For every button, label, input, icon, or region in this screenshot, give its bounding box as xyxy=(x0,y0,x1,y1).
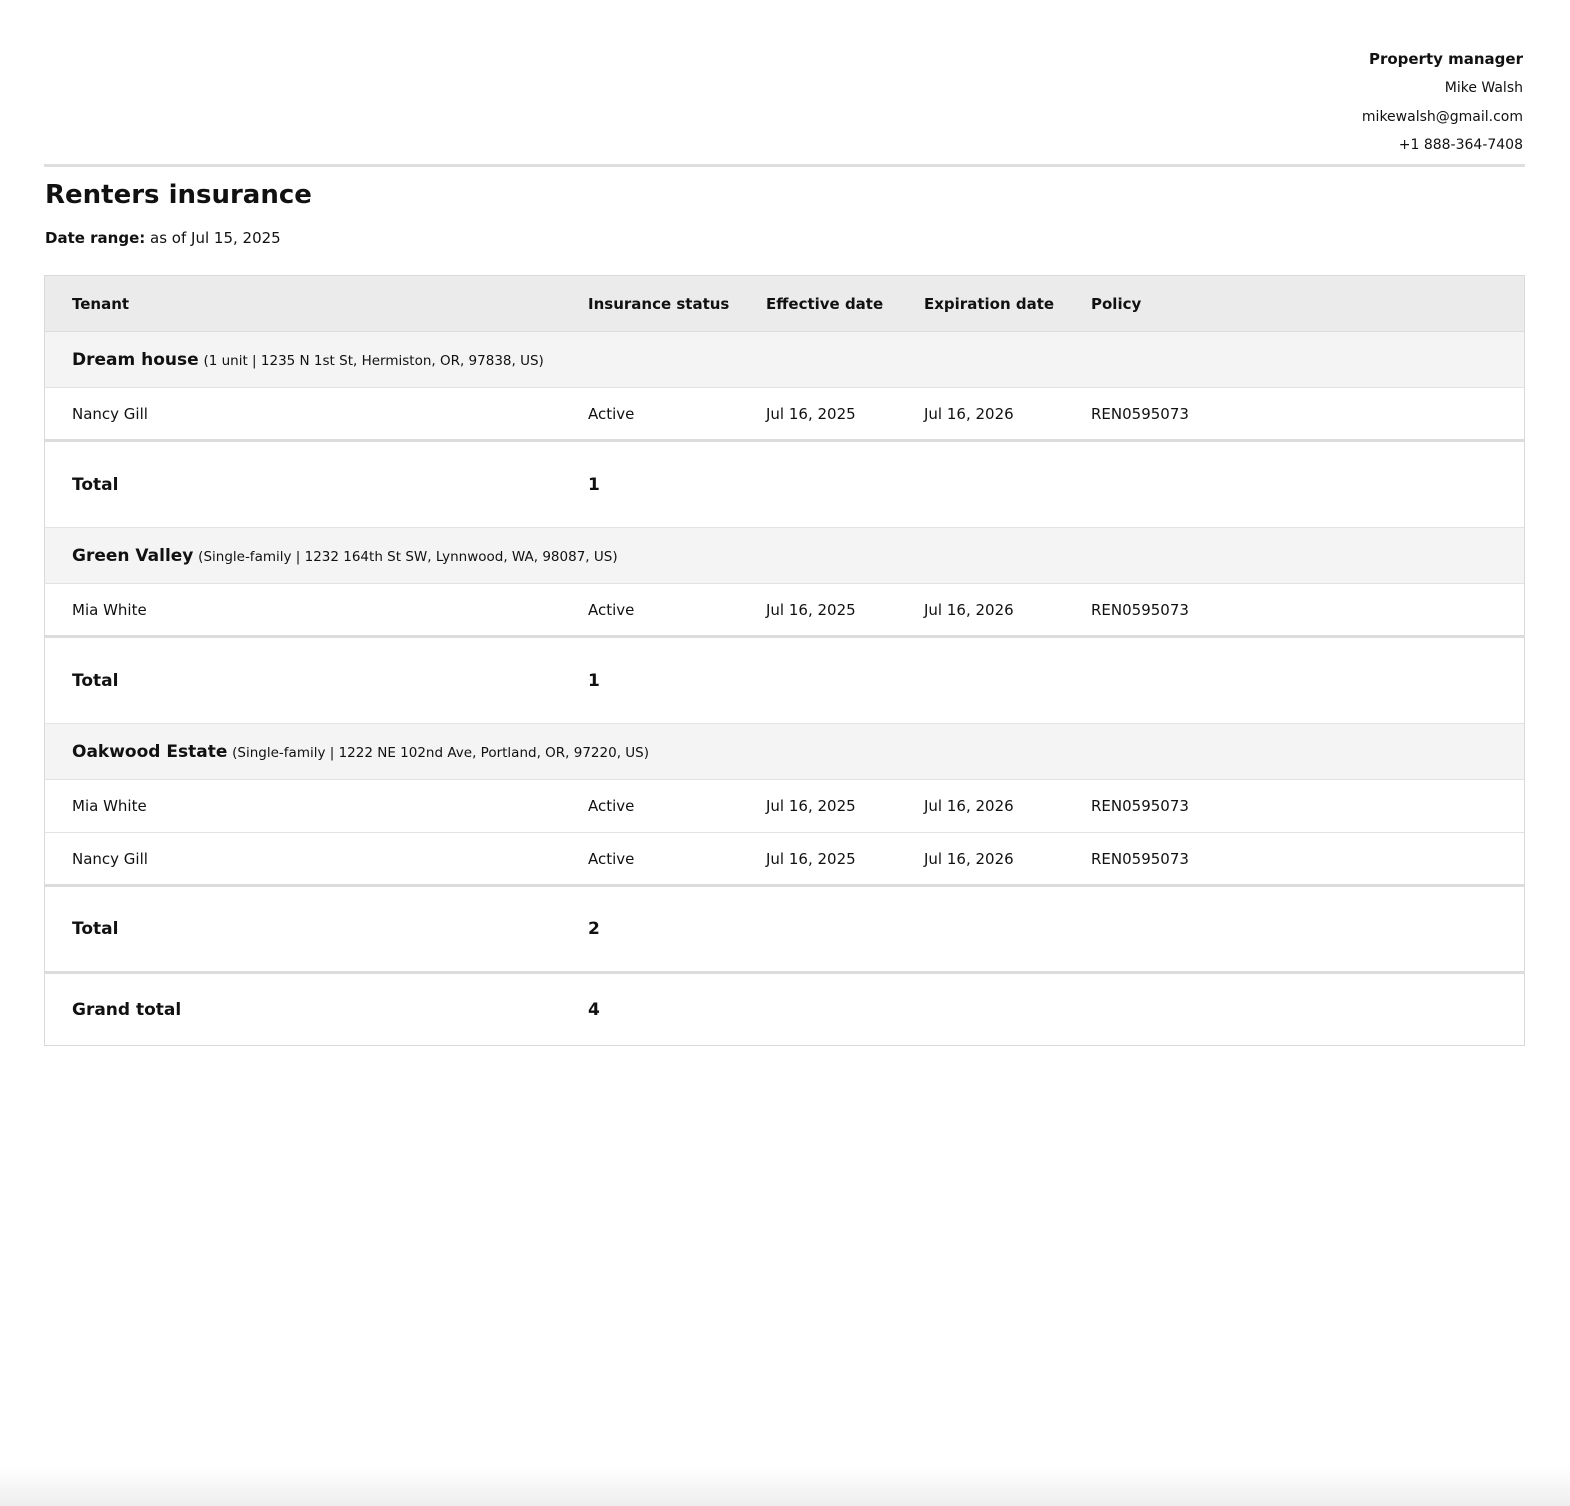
tenant-cell: Nancy Gill xyxy=(45,833,589,886)
status-cell: Active xyxy=(588,833,766,886)
policy-cell: REN0595073 xyxy=(1091,584,1525,637)
tenant-cell: Nancy Gill xyxy=(45,388,589,441)
expiration-date-cell: Jul 16, 2026 xyxy=(924,833,1091,886)
table-row xyxy=(45,584,1525,637)
page-title: Renters insurance xyxy=(45,180,312,210)
expiration-date-cell: Jul 16, 2026 xyxy=(924,388,1091,441)
property-detail: (1 unit | 1235 N 1st St, Hermiston, OR, 97838, US) xyxy=(203,352,544,369)
date-range-value: as of Jul 15, 2025 xyxy=(150,229,281,247)
total-label: Total xyxy=(45,886,589,973)
column-header-policy: Policy xyxy=(1091,276,1525,332)
property-manager-block xyxy=(44,0,1525,155)
column-header-insurance-status: Insurance status xyxy=(588,276,766,332)
property-group-cell xyxy=(45,724,1525,780)
table-row xyxy=(45,833,1525,886)
tenant-cell: Mia White xyxy=(45,584,589,637)
date-range-label: Date range: xyxy=(45,229,146,247)
page-bottom-shadow xyxy=(0,1466,1570,1506)
table-row xyxy=(45,388,1525,441)
header-divider xyxy=(44,164,1525,167)
total-label: Total xyxy=(45,637,589,724)
table-header-row xyxy=(45,276,1525,332)
status-cell: Active xyxy=(588,780,766,833)
property-group-row xyxy=(45,528,1525,584)
property-name: Dream house xyxy=(72,349,199,370)
status-cell: Active xyxy=(588,584,766,637)
property-detail: (Single-family | 1232 164th St SW, Lynnwood, WA, 98087, US) xyxy=(198,548,618,565)
property-group-cell xyxy=(45,528,1525,584)
expiration-date-cell: Jul 16, 2026 xyxy=(924,584,1091,637)
group-total-row xyxy=(45,441,1525,528)
group-total-row xyxy=(45,637,1525,724)
policy-cell: REN0595073 xyxy=(1091,388,1525,441)
tenant-cell: Mia White xyxy=(45,780,589,833)
effective-date-cell: Jul 16, 2025 xyxy=(766,388,924,441)
property-group-row xyxy=(45,332,1525,388)
property-group-cell xyxy=(45,332,1525,388)
grand-total-value: 4 xyxy=(588,999,600,1020)
column-header-tenant: Tenant xyxy=(45,276,589,332)
total-value: 2 xyxy=(588,886,766,973)
grand-total-label: Grand total xyxy=(72,999,182,1020)
manager-phone: +1 888-364-7408 xyxy=(1398,137,1523,153)
manager-email: mikewalsh@gmail.com xyxy=(1361,108,1523,125)
effective-date-cell: Jul 16, 2025 xyxy=(766,833,924,886)
date-range xyxy=(45,228,1525,248)
expiration-date-cell: Jul 16, 2026 xyxy=(924,780,1091,833)
policy-cell: REN0595073 xyxy=(1091,833,1525,886)
group-total-row xyxy=(45,886,1525,973)
column-header-expiration-date: Expiration date xyxy=(924,276,1091,332)
property-name: Oakwood Estate xyxy=(72,741,228,762)
total-value: 1 xyxy=(588,441,766,528)
manager-title: Property manager xyxy=(1368,50,1523,68)
column-header-effective-date: Effective date xyxy=(766,276,924,332)
table-row xyxy=(45,780,1525,833)
status-cell: Active xyxy=(588,388,766,441)
property-detail: (Single-family | 1222 NE 102nd Ave, Portland, OR, 97220, US) xyxy=(232,744,649,761)
policy-cell: REN0595073 xyxy=(1091,780,1525,833)
effective-date-cell: Jul 16, 2025 xyxy=(766,780,924,833)
total-label: Total xyxy=(45,441,589,528)
total-value: 1 xyxy=(588,637,766,724)
property-group-row xyxy=(45,724,1525,780)
insurance-table xyxy=(44,275,1525,1046)
grand-total-row xyxy=(45,973,1525,1046)
manager-name: Mike Walsh xyxy=(1444,80,1523,96)
property-name: Green Valley xyxy=(72,545,194,566)
effective-date-cell: Jul 16, 2025 xyxy=(766,584,924,637)
